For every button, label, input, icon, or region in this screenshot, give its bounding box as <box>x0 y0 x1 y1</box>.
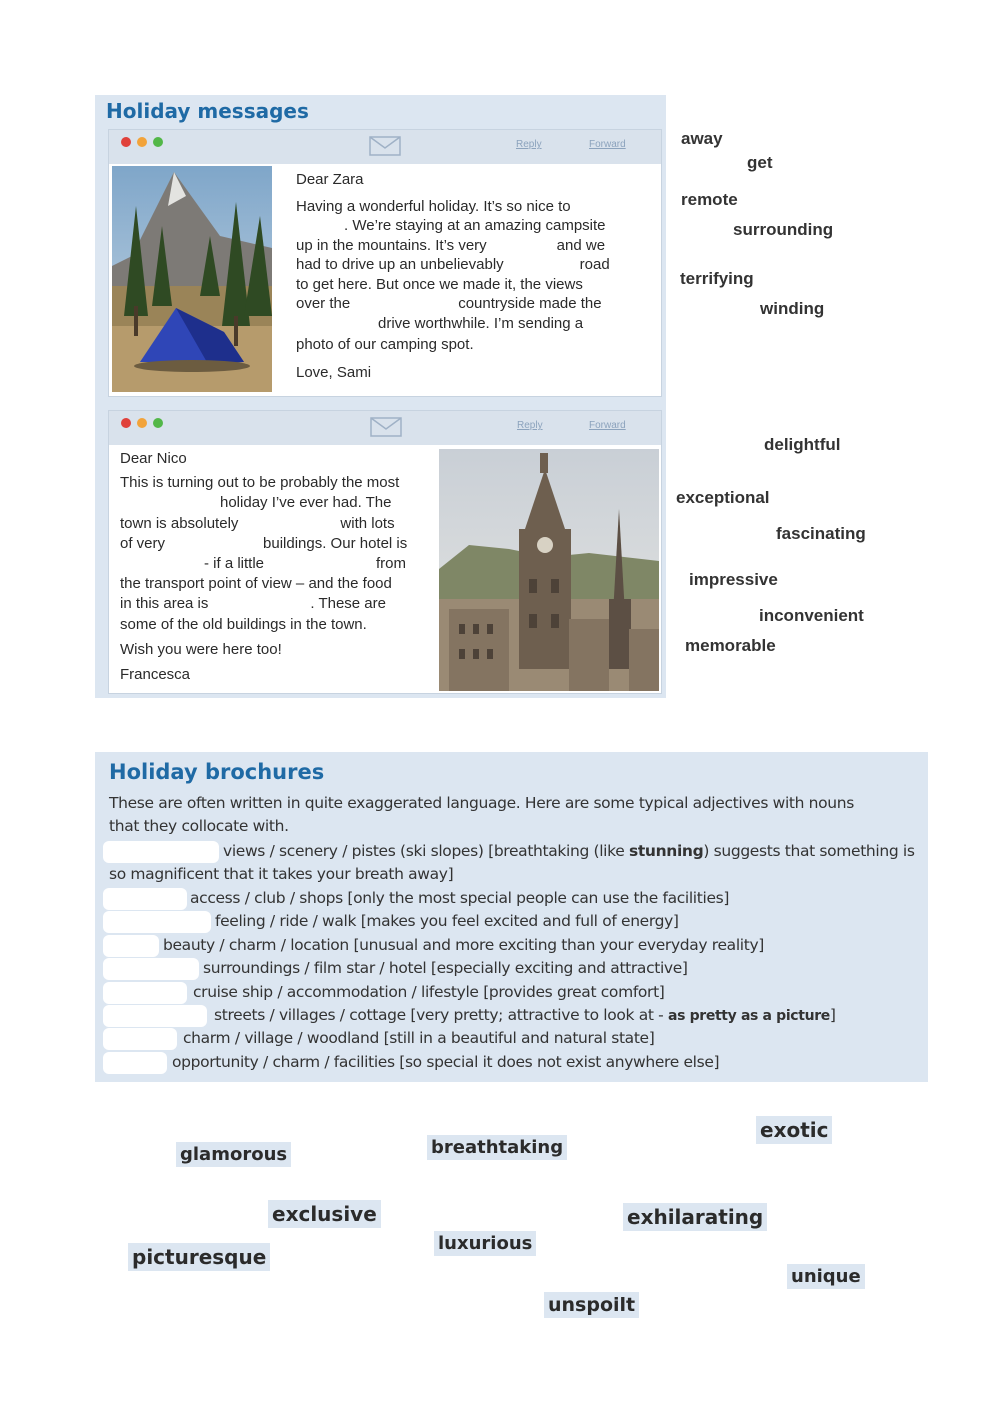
maximize-dot-icon <box>153 418 163 428</box>
answer-blank[interactable] <box>103 888 187 910</box>
email-signoff: Francesca <box>120 666 191 684</box>
collocation-row: opportunity / charm / facilities [so special it does not exist anywhere else] <box>172 1053 720 1071</box>
email-greeting: Dear Zara <box>296 171 364 188</box>
minimize-dot-icon <box>137 418 147 428</box>
email-line: from <box>376 555 407 573</box>
word-chip[interactable]: unspoilt <box>544 1292 639 1318</box>
forward-link[interactable]: Forward <box>589 420 626 431</box>
word-chip[interactable]: glamorous <box>176 1142 291 1167</box>
answer-blank[interactable] <box>103 935 159 957</box>
email-line: over the <box>296 295 351 312</box>
collocation-row: streets / villages / cottage [very pretty; attractive to look at - as pretty as a picture] <box>214 1006 836 1024</box>
collocation-row: feeling / ride / walk [makes you feel excited and full of energy] <box>215 912 679 930</box>
answer-blank[interactable] <box>103 1005 207 1027</box>
word-chip[interactable]: memorable <box>685 636 776 655</box>
word-chip[interactable]: winding <box>760 299 825 318</box>
email-line: Having a wonderful holiday. It’s so nice to <box>296 197 571 215</box>
collocation-row-cont: so magnificent that it takes your breath away] <box>109 865 454 883</box>
answer-blank[interactable] <box>103 1028 177 1050</box>
word-chip[interactable]: remote <box>681 190 738 209</box>
email-line: up in the mountains. It’s very <box>296 236 487 254</box>
email-card-2 <box>108 410 662 694</box>
answer-blank[interactable] <box>103 982 187 1004</box>
answer-blank[interactable] <box>103 958 199 980</box>
word-chip[interactable]: delightful <box>764 435 841 454</box>
email-line: to get here. But once we made it, the views <box>296 275 583 293</box>
maximize-dot-icon <box>153 137 163 147</box>
word-chip[interactable]: surrounding <box>733 220 834 239</box>
email-line: countryside made the <box>458 295 602 312</box>
email-line: with lots <box>340 514 395 532</box>
forward-link[interactable]: Forward <box>589 139 626 150</box>
word-chip[interactable]: luxurious <box>434 1231 536 1256</box>
email-line: town is absolutely <box>120 514 239 532</box>
word-chip[interactable]: terrifying <box>680 269 754 288</box>
minimize-dot-icon <box>137 137 147 147</box>
email-card-1 <box>108 129 662 397</box>
collocation-row: cruise ship / accommodation / lifestyle [provides great comfort] <box>193 983 665 1001</box>
word-chip[interactable]: exotic <box>756 1116 832 1144</box>
email-line: some of the old buildings in the town. <box>120 615 367 633</box>
word-chip[interactable]: picturesque <box>128 1243 270 1271</box>
email-body <box>120 449 440 685</box>
word-chip[interactable]: exceptional <box>676 488 770 507</box>
email-line: This is turning out to be probably the most <box>120 474 400 492</box>
email-line: of very <box>120 534 166 552</box>
word-chip[interactable]: away <box>681 129 723 148</box>
campsite-photo <box>112 166 272 392</box>
word-chip[interactable]: inconvenient <box>759 606 864 625</box>
answer-blank[interactable] <box>103 841 219 863</box>
email-body <box>296 170 646 382</box>
email-greeting: Dear Nico <box>120 450 187 467</box>
email-line: and we <box>556 236 606 254</box>
word-chip[interactable]: unique <box>787 1264 865 1289</box>
email-signoff: Love, Sami <box>296 363 372 381</box>
messages-title: Holiday messages <box>106 99 309 123</box>
word-chip[interactable]: get <box>747 153 773 172</box>
word-chip[interactable]: breathtaking <box>427 1135 567 1160</box>
brochures-title: Holiday brochures <box>109 760 325 784</box>
collocation-row: charm / village / woodland [still in a beautiful and natural state] <box>183 1029 655 1047</box>
email-line: . We’re staying at an amazing campsite <box>344 217 606 234</box>
email-line: photo of our camping spot. <box>296 336 474 353</box>
envelope-icon <box>370 417 402 437</box>
brochures-intro: that they collocate with. <box>109 817 289 835</box>
brochures-intro: These are often written in quite exaggerated language. Here are some typical adjectives with nouns <box>109 794 854 812</box>
reply-link[interactable]: Reply <box>516 139 542 150</box>
email-line: had to drive up an unbelievably <box>296 256 504 273</box>
email-line: . These are <box>310 595 386 613</box>
email-line: - if a little <box>204 555 265 573</box>
email-line: buildings. Our hotel is <box>263 534 408 552</box>
collocation-row: surroundings / film star / hotel [especially exciting and attractive] <box>203 959 688 977</box>
word-chip[interactable]: exclusive <box>268 1200 381 1228</box>
email-line: road <box>579 256 610 273</box>
answer-blank[interactable] <box>103 1052 167 1074</box>
reply-link[interactable]: Reply <box>517 420 543 431</box>
collocation-row: beauty / charm / location [unusual and more exciting than your everyday reality] <box>163 936 764 954</box>
word-chip[interactable]: exhilarating <box>623 1203 767 1231</box>
email-wish: Wish you were here too! <box>120 640 282 658</box>
email-line: the transport point of view – and the food <box>120 575 392 593</box>
answer-blank[interactable] <box>103 911 211 933</box>
close-dot-icon <box>121 137 131 147</box>
email-toolbar <box>109 130 661 164</box>
word-chip[interactable]: fascinating <box>776 524 866 543</box>
collocation-row: access / club / shops [only the most special people can use the facilities] <box>190 889 730 907</box>
envelope-icon <box>369 136 401 156</box>
email-toolbar <box>109 411 661 445</box>
town-photo <box>439 449 659 691</box>
email-line: drive worthwhile. I’m sending a <box>378 314 584 332</box>
collocation-row: views / scenery / pistes (ski slopes) [breathtaking (like stunning) suggests that something is <box>223 842 915 860</box>
word-chip[interactable]: impressive <box>689 570 778 589</box>
close-dot-icon <box>121 418 131 428</box>
email-line: holiday I’ve ever had. The <box>220 494 392 512</box>
email-line: in this area is <box>120 595 209 613</box>
